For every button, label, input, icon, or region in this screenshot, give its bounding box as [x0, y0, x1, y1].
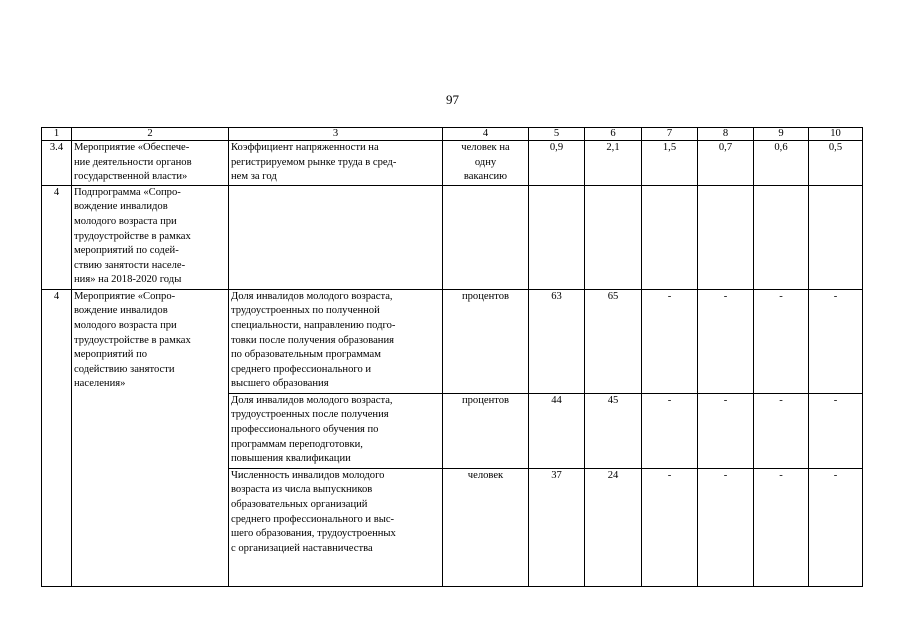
column-header: 5: [529, 128, 585, 141]
value-cell: -: [754, 393, 809, 468]
value-cell: -: [642, 468, 698, 586]
value-cell: -: [698, 289, 754, 393]
value-cell: -: [809, 289, 863, 393]
value-cell: -: [642, 393, 698, 468]
measure-name: Мероприятие «Сопро- вождение инвалидов молодого возраста при трудоустройстве в рамках мероприятий по содействию занятости населения»: [72, 289, 229, 586]
indicator-name: Доля инвалидов молодого возраста, трудоустроенных после получения профессионального обучения по программам переподготовки, повышения квалификации: [229, 393, 443, 468]
unit: [443, 185, 529, 289]
value-cell: -: [809, 393, 863, 468]
column-header: 2: [72, 128, 229, 141]
value-cell: 2,1: [585, 141, 642, 186]
value-cell: [809, 185, 863, 289]
value-cell: -: [642, 289, 698, 393]
unit: процентов: [443, 289, 529, 393]
value-cell: 0,5: [809, 141, 863, 186]
table-row: [42, 185, 863, 289]
value-cell: 24: [585, 468, 642, 586]
value-cell: 37: [529, 468, 585, 586]
value-cell: -: [754, 289, 809, 393]
row-number: 3.4: [42, 141, 72, 186]
column-header: 7: [642, 128, 698, 141]
value-cell: 45: [585, 393, 642, 468]
indicator-name: Доля инвалидов молодого возраста, трудоустроенных по полученной специальности, направлению подго- товки после получения образования по образовательным программам среднего профессионального и высшего образования: [229, 289, 443, 393]
table-row: [42, 141, 863, 186]
value-cell: [642, 185, 698, 289]
subprogram-name: Подпрограмма «Сопро- вождение инвалидов молодого возраста при трудоустройстве в рамках мероприятий по содей- ствию занятости населе- ния» на 2018-2020 годы: [72, 185, 229, 289]
indicator-name: Коэффициент напряженности на регистрируемом рынке труда в сред- нем за год: [229, 141, 443, 186]
column-header: 1: [42, 128, 72, 141]
column-header-row: [42, 128, 863, 141]
unit: процентов: [443, 393, 529, 468]
column-header: 9: [754, 128, 809, 141]
value-cell: 63: [529, 289, 585, 393]
value-cell: [754, 185, 809, 289]
indicator-name: Численность инвалидов молодого возраста из числа выпускников образовательных организаций среднего профессионального и выс- шего образования, трудоустроенных с организацией наставничества: [229, 468, 443, 586]
unit: человек: [443, 468, 529, 586]
value-cell: 65: [585, 289, 642, 393]
value-cell: [698, 185, 754, 289]
value-cell: [529, 185, 585, 289]
row-number: 4: [42, 185, 72, 289]
measure-name: Мероприятие «Обеспече- ние деятельности органов государственной власти»: [72, 141, 229, 186]
value-cell: 1,5: [642, 141, 698, 186]
value-cell: -: [698, 468, 754, 586]
value-cell: 0,6: [754, 141, 809, 186]
indicators-table: [41, 127, 863, 587]
column-header: 10: [809, 128, 863, 141]
value-cell: -: [754, 468, 809, 586]
value-cell: [585, 185, 642, 289]
value-cell: -: [698, 393, 754, 468]
value-cell: 0,9: [529, 141, 585, 186]
column-header: 3: [229, 128, 443, 141]
value-cell: 44: [529, 393, 585, 468]
indicator-name: [229, 185, 443, 289]
table-row: [42, 289, 863, 393]
row-number: 4: [42, 289, 72, 586]
value-cell: 0,7: [698, 141, 754, 186]
unit: человек на одну вакансию: [443, 141, 529, 186]
column-header: 4: [443, 128, 529, 141]
page-number: 97: [446, 92, 459, 107]
value-cell: -: [809, 468, 863, 586]
column-header: 6: [585, 128, 642, 141]
column-header: 8: [698, 128, 754, 141]
